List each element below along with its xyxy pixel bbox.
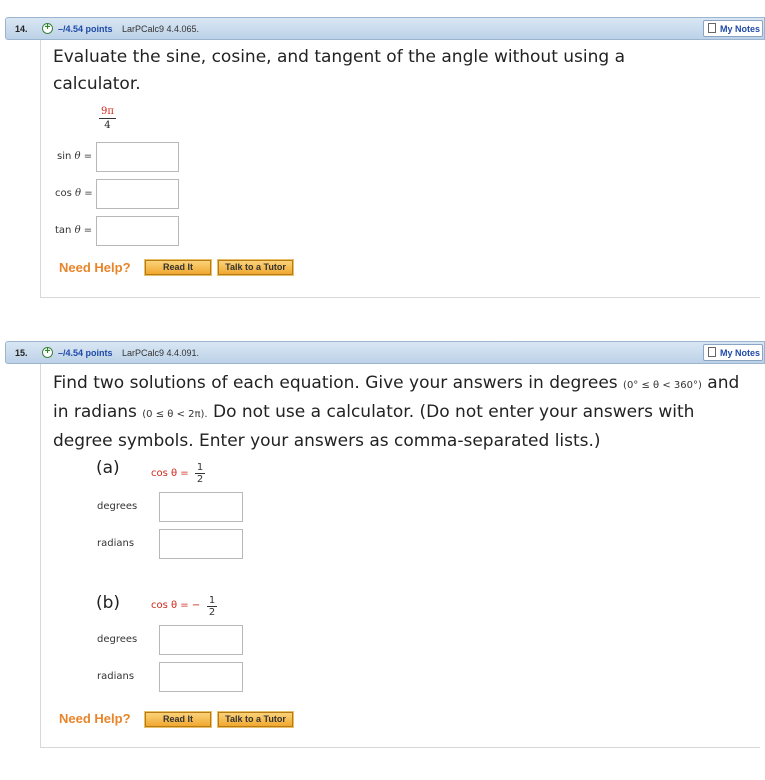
need-help-label: Need Help? <box>59 711 131 726</box>
read-it-button[interactable]: Read It <box>145 712 211 727</box>
question-prompt: Find two solutions of each equation. Give your answers in degrees (0° ≤ θ < 360°) and in radians (0 ≤ θ < 2π). Do not use a calculator. (Do not enter your answers with degree symbols. Enter your answers as comma-separated lists.) <box>53 373 740 451</box>
angle-numerator: 9π <box>101 106 114 117</box>
question-number: 14. <box>15 24 28 34</box>
part-a-degrees-input[interactable] <box>159 492 243 522</box>
sin-answer-input[interactable] <box>96 142 179 172</box>
part-b-label: (b) <box>96 593 121 613</box>
part-a-radians-label: radians <box>97 538 135 549</box>
part-a-radians-input[interactable] <box>159 529 243 559</box>
question-15-body <box>40 364 760 748</box>
part-b-degrees-input[interactable] <box>159 625 243 655</box>
degree-range-note: (0° ≤ θ < 360°) <box>623 380 702 391</box>
talk-to-tutor-button[interactable]: Talk to a Tutor <box>218 260 293 275</box>
angle-denominator: 4 <box>104 120 111 131</box>
part-b-fraction: 1 2 <box>208 595 216 618</box>
source-label: LarPCalc9 4.4.091. <box>122 348 200 358</box>
part-b-equation: cos θ = − <box>151 600 201 611</box>
points-label: –/4.54 points <box>58 24 113 34</box>
note-icon <box>708 347 716 357</box>
radian-range-note: (0 ≤ θ < 2π). <box>142 409 208 420</box>
read-it-button[interactable]: Read It <box>145 260 211 275</box>
cos-answer-input[interactable] <box>96 179 179 209</box>
expand-plus-icon[interactable]: + <box>42 347 53 358</box>
expand-plus-icon[interactable]: + <box>42 23 53 34</box>
part-a-degrees-label: degrees <box>97 501 138 512</box>
question-15-header <box>5 341 765 364</box>
note-icon <box>708 23 716 33</box>
my-notes-label: My Notes <box>720 348 761 358</box>
my-notes-button[interactable] <box>703 344 763 361</box>
question-prompt: Evaluate the sine, cosine, and tangent of the angle without using a calculator. <box>53 47 626 94</box>
angle-fraction <box>99 106 116 131</box>
part-a-fraction: 1 2 <box>196 462 204 485</box>
my-notes-button[interactable] <box>703 20 763 37</box>
question-14-body <box>40 40 760 298</box>
question-14-header <box>5 17 765 40</box>
source-label: LarPCalc9 4.4.065. <box>122 24 200 34</box>
question-number: 15. <box>15 348 28 358</box>
cos-label: cos θ = <box>55 188 93 199</box>
part-a-label: (a) <box>96 458 120 478</box>
my-notes-label: My Notes <box>720 24 761 34</box>
talk-to-tutor-button[interactable]: Talk to a Tutor <box>218 712 293 727</box>
part-b-radians-input[interactable] <box>159 662 243 692</box>
part-a-equation: cos θ = <box>151 468 189 479</box>
part-b-radians-label: radians <box>97 671 135 682</box>
tan-answer-input[interactable] <box>96 216 179 246</box>
part-b-degrees-label: degrees <box>97 634 138 645</box>
need-help-label: Need Help? <box>59 260 131 275</box>
tan-label: tan θ = <box>55 225 93 236</box>
points-label: –/4.54 points <box>58 348 113 358</box>
sin-label: sin θ = <box>57 151 93 162</box>
